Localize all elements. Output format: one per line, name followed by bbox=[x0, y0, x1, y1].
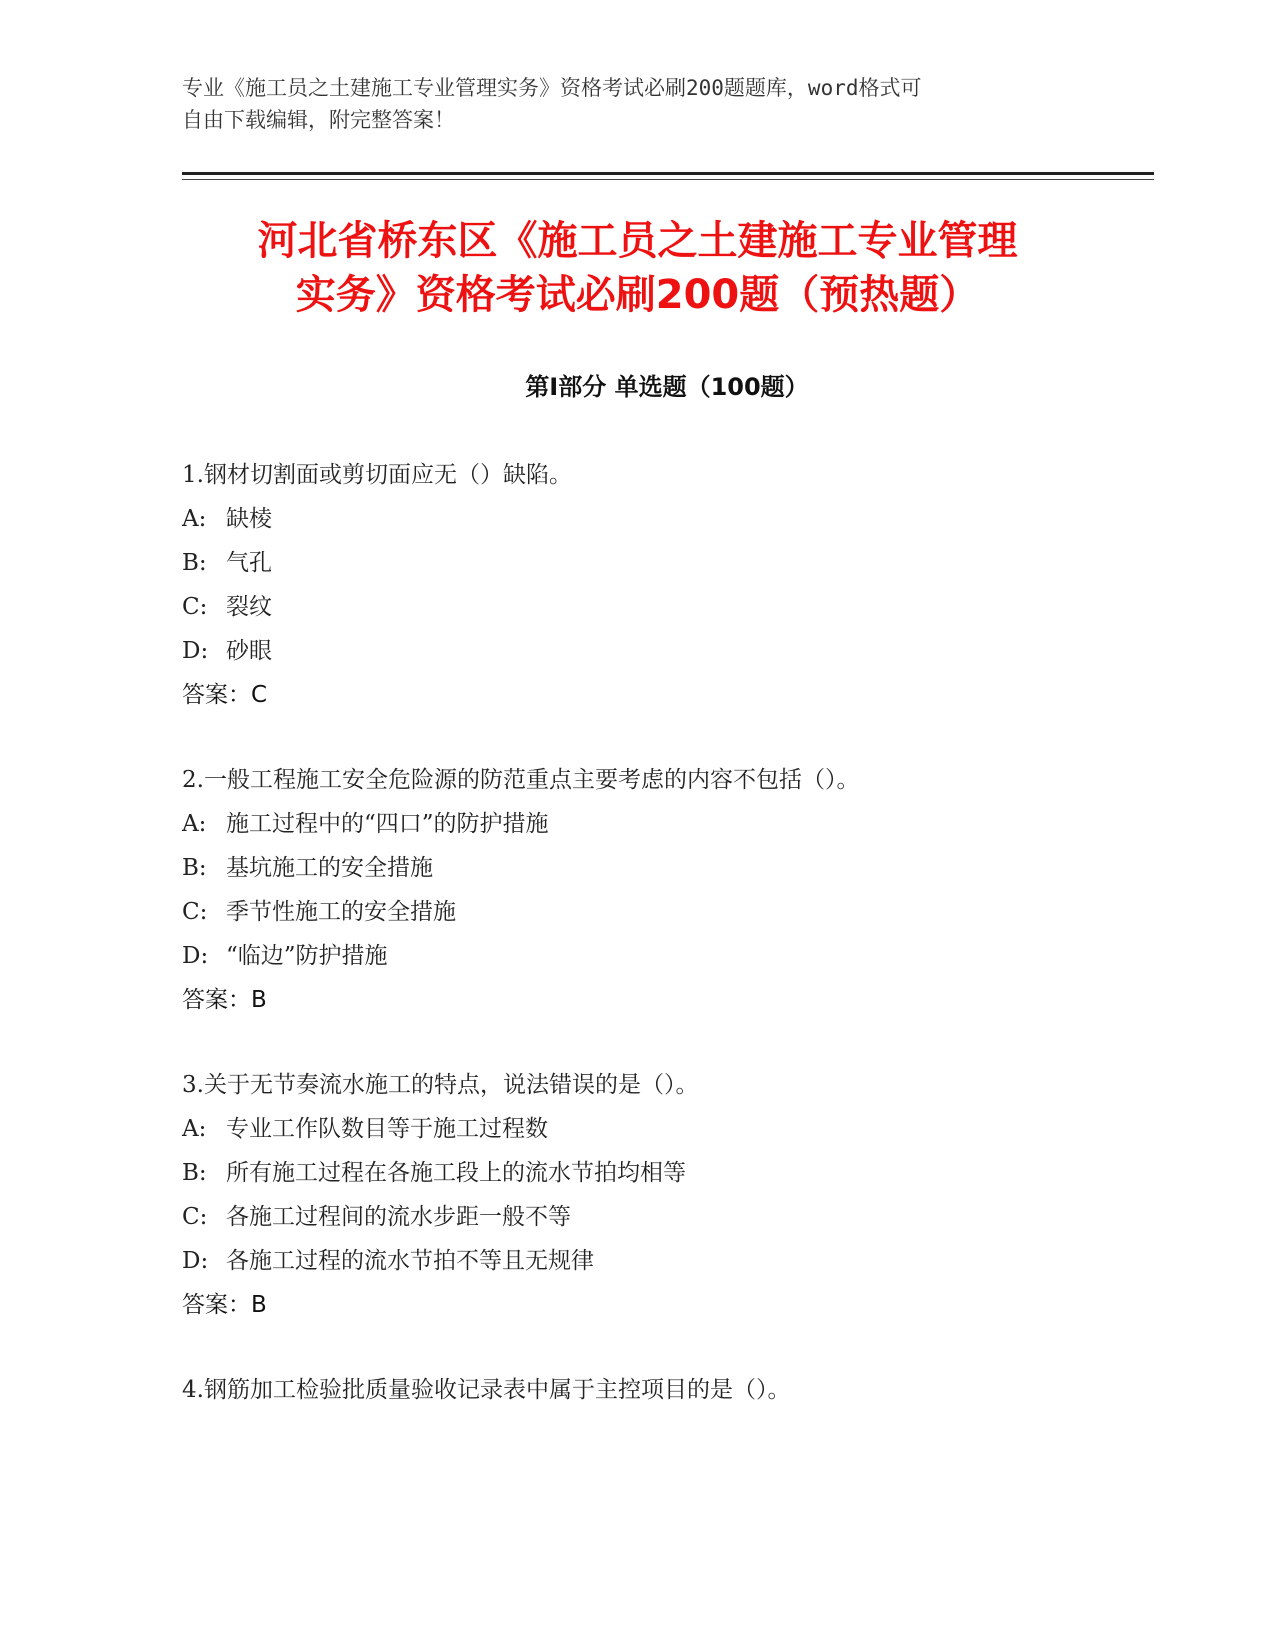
option-text: 气孔 bbox=[226, 550, 272, 576]
option-letter: A: bbox=[182, 811, 207, 837]
option-b bbox=[182, 851, 1142, 895]
question-stem: 4.钢筋加工检验批质量验收记录表中属于主控项目的是（）。 bbox=[182, 1377, 791, 1403]
header-note-line-1: 专业《施工员之土建施工专业管理实务》资格考试必刷200题题库，word格式可 bbox=[182, 76, 922, 100]
answer-line: 答案：B bbox=[182, 987, 267, 1013]
option-letter: A: bbox=[182, 506, 207, 532]
option-text: 裂纹 bbox=[226, 594, 272, 620]
option-b bbox=[182, 546, 1142, 590]
option-letter: B: bbox=[182, 550, 207, 576]
option-c bbox=[182, 895, 1142, 939]
header-divider-thin bbox=[182, 179, 1154, 180]
option-letter: A: bbox=[182, 1116, 207, 1142]
option-letter: C: bbox=[182, 899, 208, 925]
question-stem: 2.一般工程施工安全危险源的防范重点主要考虑的内容不包括（）。 bbox=[182, 767, 860, 793]
question-stem: 1.钢材切割面或剪切面应无（）缺陷。 bbox=[182, 462, 572, 488]
option-d bbox=[182, 939, 1142, 983]
document-title-line-2: 实务》资格考试必刷200题（预热题） bbox=[295, 272, 980, 318]
option-text: “临边”防护措施 bbox=[226, 943, 388, 969]
answer-line: 答案：C bbox=[182, 682, 268, 708]
option-text: 所有施工过程在各施工段上的流水节拍均相等 bbox=[226, 1160, 686, 1186]
option-b bbox=[182, 1156, 1142, 1200]
option-text: 砂眼 bbox=[226, 638, 272, 664]
option-letter: C: bbox=[182, 594, 208, 620]
question-2 bbox=[182, 763, 1142, 1027]
option-text: 施工过程中的“四口”的防护措施 bbox=[226, 811, 549, 837]
option-letter: B: bbox=[182, 1160, 207, 1186]
option-text: 基坑施工的安全措施 bbox=[226, 855, 433, 881]
option-letter: D: bbox=[182, 1248, 209, 1274]
document-title bbox=[150, 214, 1125, 322]
option-text: 缺棱 bbox=[226, 506, 272, 532]
option-text: 季节性施工的安全措施 bbox=[226, 899, 456, 925]
option-d bbox=[182, 1244, 1142, 1288]
option-text: 各施工过程间的流水步距一般不等 bbox=[226, 1204, 571, 1230]
option-a bbox=[182, 1112, 1142, 1156]
answer-line: 答案：B bbox=[182, 1292, 267, 1318]
question-3 bbox=[182, 1068, 1142, 1332]
question-4 bbox=[182, 1373, 1142, 1417]
option-d bbox=[182, 634, 1142, 678]
header-note-line-2: 自由下载编辑，附完整答案！ bbox=[182, 108, 455, 132]
header-note bbox=[182, 72, 1042, 136]
option-a bbox=[182, 502, 1142, 546]
option-c bbox=[182, 590, 1142, 634]
option-text: 专业工作队数目等于施工过程数 bbox=[226, 1116, 548, 1142]
option-letter: B: bbox=[182, 855, 207, 881]
option-letter: D: bbox=[182, 638, 209, 664]
document-title-line-1: 河北省桥东区《施工员之土建施工专业管理 bbox=[257, 218, 1018, 264]
option-letter: C: bbox=[182, 1204, 208, 1230]
option-text: 各施工过程的流水节拍不等且无规律 bbox=[226, 1248, 594, 1274]
option-letter: D: bbox=[182, 943, 209, 969]
question-1 bbox=[182, 458, 1142, 722]
option-c bbox=[182, 1200, 1142, 1244]
option-a bbox=[182, 807, 1142, 851]
section-title: 第Ⅰ部分 单选题（100题） bbox=[525, 373, 809, 401]
header-divider-thick bbox=[182, 172, 1154, 175]
question-stem: 3.关于无节奏流水施工的特点，说法错误的是（）。 bbox=[182, 1072, 699, 1098]
